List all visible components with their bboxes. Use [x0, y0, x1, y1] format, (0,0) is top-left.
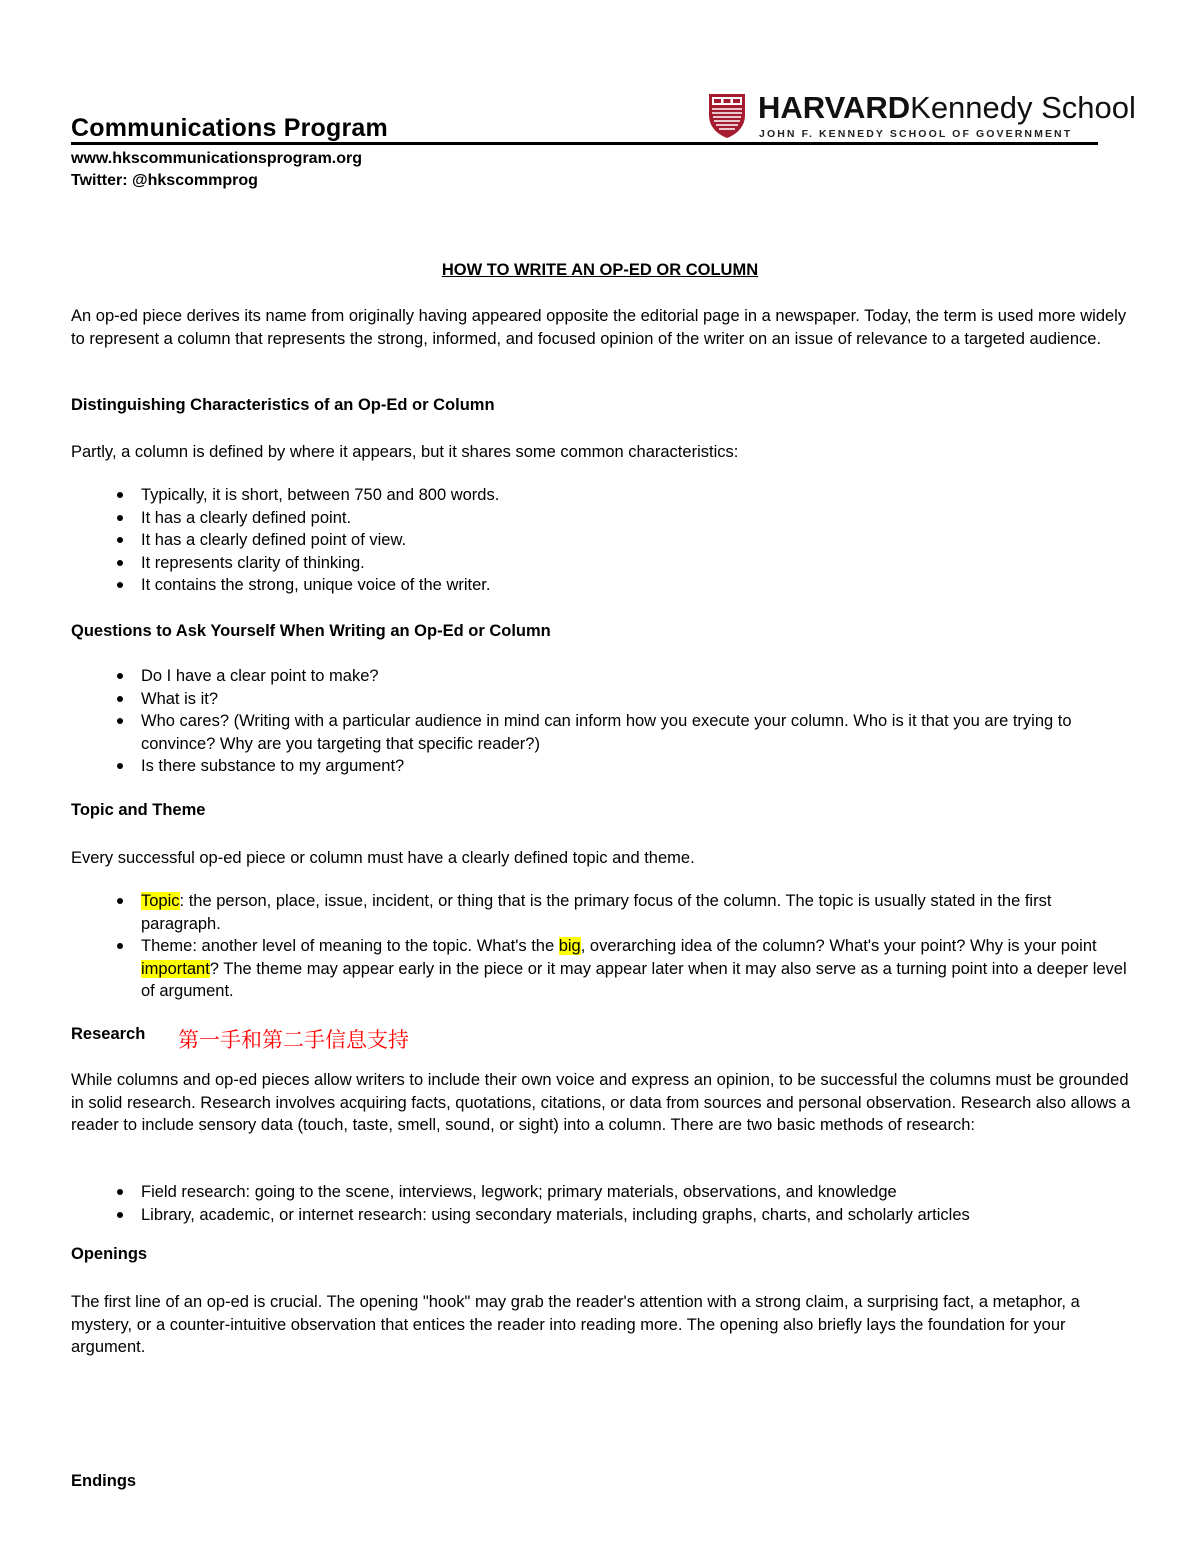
list-item: Topic: the person, place, issue, incident, or thing that is the primary focus of the column. The topic is usually stated in the first paragraph.	[71, 890, 1131, 935]
openings-paragraph: The first line of an op-ed is crucial. The opening "hook" may grab the reader's attention with a strong claim, a surprising fact, a metaphor, a mystery, or a counter-intuitive observation that entices the reader into reading more. The opening also briefly lays the foundation for your argument.	[71, 1293, 1080, 1356]
endings-heading: Endings	[71, 1472, 137, 1490]
bullet-icon	[117, 515, 123, 521]
harvard-kennedy-school-logo	[708, 90, 1136, 140]
twitter-handle: Twitter: @hkscommprog	[71, 172, 258, 189]
bullet-icon	[117, 1212, 123, 1218]
bullet-icon	[117, 492, 123, 498]
list-item: Theme: another level of meaning to the topic. What's the big, overarching idea of the column? What's your point? Why is your point important? The theme may appear early in the piece or it may appear later when it may also serve as a turning point into a deeper level of argument.	[71, 935, 1131, 1003]
openings-heading: Openings	[71, 1245, 148, 1263]
research-paragraph: While columns and op-ed pieces allow writers to include their own voice and express an opinion, to be successful the columns must be grounded in solid research. Research involves acquiring facts, quotations, citations, or data from sources and personal observation. Research also allows a reader to include sensory data (touch, taste, smell, sound, or sight) into a column. There are two basic methods of research:	[71, 1071, 1131, 1134]
bullet-icon	[117, 763, 123, 769]
document-title: HOW TO WRITE AN OP-ED OR COLUMN	[441, 261, 759, 279]
characteristics-lead: Partly, a column is defined by where it appears, but it shares some common characteristics:	[71, 443, 739, 461]
shield-icon	[708, 93, 746, 139]
bullet-icon	[117, 537, 123, 543]
list-item: Typically, it is short, between 750 and 800 words.	[71, 484, 1131, 507]
bullet-icon	[117, 943, 123, 949]
website-link[interactable]: www.hkscommunicationsprogram.org	[71, 150, 363, 167]
bullet-icon	[117, 582, 123, 588]
list-item: It represents clarity of thinking.	[71, 552, 1131, 575]
highlighted-text: big	[558, 937, 581, 955]
list-item: Do I have a clear point to make?	[71, 665, 1131, 688]
list-item: Library, academic, or internet research: using secondary materials, including graphs, charts, and scholarly articles	[71, 1204, 1131, 1227]
questions-heading: Questions to Ask Yourself When Writing an Op-Ed or Column	[71, 622, 551, 640]
list-item: It contains the strong, unique voice of the writer.	[71, 574, 1131, 597]
bullet-icon	[117, 560, 123, 566]
list-item: What is it?	[71, 688, 1131, 711]
intro-paragraph: An op-ed piece derives its name from originally having appeared opposite the editorial page in a newspaper. Today, the term is used more widely to represent a column that represents the strong, informed, and focused opinion of the writer on an issue of relevance to a targeted audience.	[71, 307, 1127, 348]
research-heading: Research	[71, 1025, 146, 1043]
topic-theme-list	[71, 890, 1131, 1003]
bullet-icon	[117, 718, 123, 724]
topic-theme-heading: Topic and Theme	[71, 801, 206, 819]
questions-list	[71, 665, 1131, 778]
list-item: Is there substance to my argument?	[71, 755, 1131, 778]
list-item: It has a clearly defined point.	[71, 507, 1131, 530]
topic-theme-lead: Every successful op-ed piece or column must have a clearly defined topic and theme.	[71, 849, 695, 867]
bullet-icon	[117, 696, 123, 702]
highlighted-text: Topic	[141, 892, 180, 910]
bullet-icon	[117, 898, 123, 904]
bullet-icon	[117, 673, 123, 679]
logo-wordmark: HARVARDKennedy School	[758, 90, 1136, 125]
handwritten-annotation: 第一手和第二手信息支持	[178, 1028, 409, 1052]
research-list	[71, 1181, 1131, 1226]
characteristics-list	[71, 484, 1131, 597]
characteristics-heading: Distinguishing Characteristics of an Op-Ed or Column	[71, 396, 495, 414]
list-item: It has a clearly defined point of view.	[71, 529, 1131, 552]
bullet-icon	[117, 1189, 123, 1195]
list-item: Field research: going to the scene, interviews, legwork; primary materials, observations, and knowledge	[71, 1181, 1131, 1204]
list-item: Who cares? (Writing with a particular audience in mind can inform how you execute your column. Who is it that you are trying to convince? Why are you targeting that specific reader?)	[71, 710, 1131, 755]
logo-subtitle: JOHN F. KENNEDY SCHOOL OF GOVERNMENT	[759, 128, 1073, 140]
program-title: Communications Program	[71, 114, 388, 142]
header-rule	[71, 142, 1098, 145]
highlighted-text: important	[141, 959, 210, 978]
